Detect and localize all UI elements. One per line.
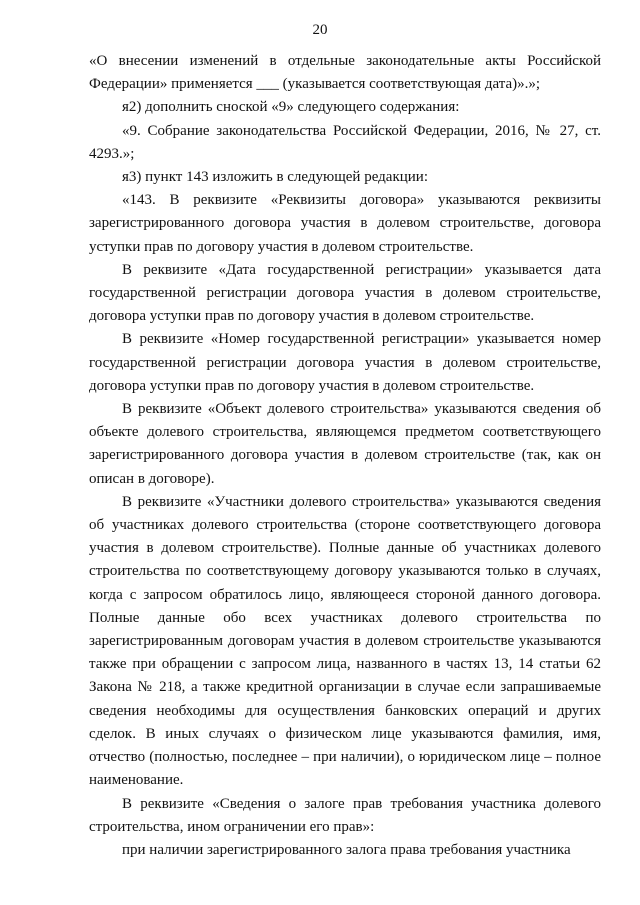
paragraph-participants: В реквизите «Участники долевого строительства» указываются сведения об участниках долевого строительства (стороне соответствующего договора участия в долевом строительстве). Полные данные об участниках долевого строительства по соответствующему договору указываются только в случаях, когда с запросом обратилось лицо, являющееся стороной данного договора. Полные данные обо всех участниках долевого строительства по зарегистрированным договорам участия в долевом строительстве указываются также при обращении с запросом лица, названного в частях 13, 14 статьи 62 Закона № 218, а также кредитной организации в случае если запрашиваемые сведения необходимы для осуществления банковских операций и других сделок. В иных случаях о физическом лице указываются фамилия, имя, отчество (полностью, последнее – при наличии), о юридическом лице – полное наименование. [89,493,601,789]
paragraph-registration-date: В реквизите «Дата государственной регистрации» указывается дата государственной регистрации договора участия в долевом строительстве, договора уступки прав по договору участия в долевом строительстве. [89,261,601,325]
page-number: 20 [312,22,328,38]
paragraph-footnote-instruction: я2) дополнить сноской «9» следующего содержания: [122,99,460,116]
paragraph-contract-details: «143. В реквизите «Реквизиты договора» указываются реквизиты зарегистрированного договора участия в долевом строительстве, договора уступки прав по договору участия в долевом строительстве. [89,192,601,255]
paragraph-construction-object: В реквизите «Объект долевого строительства» указываются сведения об объекте долевого строительства, являющемся предметом соответствующего зарегистрированного договора участия в долевом строительстве (так, как он описан в договоре). [89,401,601,487]
document-body [89,50,601,862]
paragraph-registration-number: В реквизите «Номер государственной регистрации» указывается номер государственной регистрации договора участия в долевом строительстве, договора уступки прав по договору участия в долевом строительстве. [89,331,601,394]
paragraph-footnote-text: «9. Собрание законодательства Российской Федерации, 2016, № 27, ст. 4293.»; [89,122,601,162]
paragraph-law-title-continuation: «О внесении изменений в отдельные законодательные акты Российской Федерации» применяется ___ (указывается соответствующая дата)».»; [89,53,601,93]
paragraph-pledge-info: В реквизите «Сведения о залоге прав требования участника долевого строительства, ином ограничении его прав»: [89,795,601,835]
paragraph-item-143-instruction: я3) пункт 143 изложить в следующей редакции: [122,169,428,186]
paragraph-pledge-registered: при наличии зарегистрированного залога права требования участника [122,841,571,858]
